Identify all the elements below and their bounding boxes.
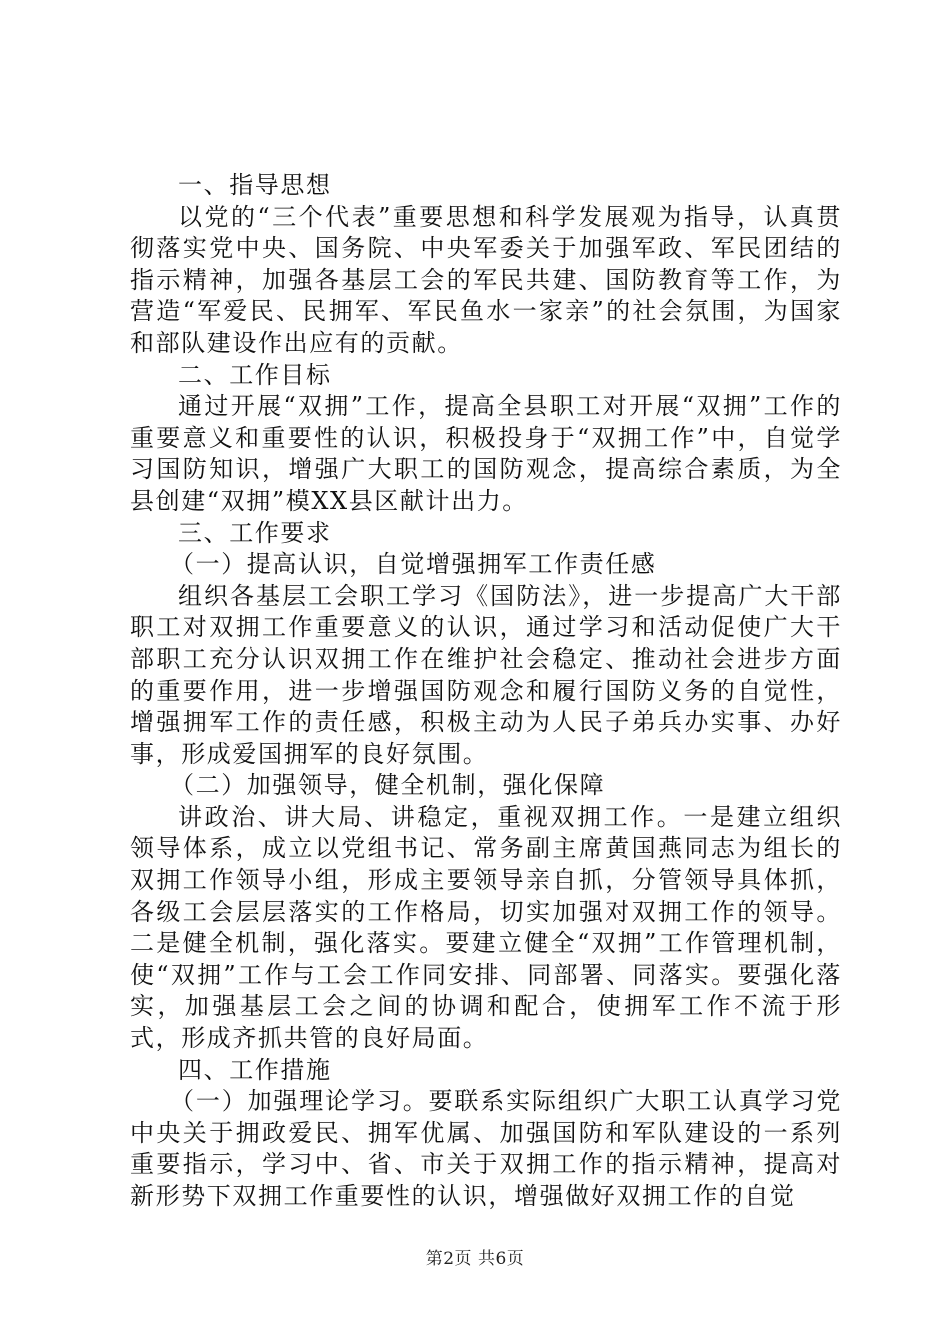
subsection-heading: （二）加强领导，健全机制，强化保障 — [170, 771, 606, 800]
body-paragraph: 以党的“三个代表”重要思想和科学发展观为指导，认真贯彻落实党中央、国务院、中央军委关于加强军政、军民团结的指示精神，加强各基层工会的军民共建、国防教育等工作，为营造“军爱民、民拥军、军民鱼水一家亲”的社会氛围，为国家和部队建设作出应有的贡献。 — [130, 202, 842, 357]
document-body — [130, 170, 842, 1213]
body-paragraph: 讲政治、讲大局、讲稳定，重视双拥工作。一是建立组织领导体系，成立以党组书记、常务副主席黄国燕同志为组长的双拥工作领导小组，形成主要领导亲自抓，分管领导具体抓，各级工会层层落实的工作格局，切实加强对双拥工作的领导。二是健全机制，强化落实。要建立健全“双拥”工作管理机制，使“双拥”工作与工会工作同安排、同部署、同落实。要强化落实，加强基层工会之间的协调和配合，使拥军工作不流于形式，形成齐抓共管的良好局面。 — [130, 802, 842, 1053]
page-number-footer: 第2页 共6页 — [425, 1249, 525, 1269]
subsection-heading: （一）提高认识，自觉增强拥军工作责任感 — [170, 550, 657, 579]
body-paragraph: 组织各基层工会职工学习《国防法》，进一步提高广大干部职工对双拥工作重要意义的认识，通过学习和活动促使广大干部职工充分认识双拥工作在维护社会稳定、推动社会进步方面的重要作用，进一步增强国防观念和履行国防义务的自觉性，增强拥军工作的责任感，积极主动为人民子弟兵办实事、办好事，形成爱国拥军的良好氛围。 — [130, 581, 842, 768]
section-heading: 一、指导思想 — [178, 171, 332, 199]
body-paragraph: 通过开展“双拥”工作，提高全县职工对开展“双拥”工作的重要意义和重要性的认识，积极投身于“双拥工作”中，自觉学习国防知识，增强广大职工的国防观念，提高综合素质，为全县创建“双拥”模XX县区献计出力。 — [130, 392, 842, 515]
body-paragraph: （一）加强理论学习。要联系实际组织广大职工认真学习党中央关于拥政爱民、拥军优属、加强国防和军队建设的一系列重要指示，学习中、省、市关于双拥工作的指示精神，提高对新形势下双拥工作重要性的认识，增强做好双拥工作的自觉 — [130, 1087, 842, 1210]
section-heading: 三、工作要求 — [178, 518, 332, 547]
section-heading: 四、工作措施 — [178, 1055, 332, 1084]
section-heading: 二、工作目标 — [178, 360, 332, 389]
